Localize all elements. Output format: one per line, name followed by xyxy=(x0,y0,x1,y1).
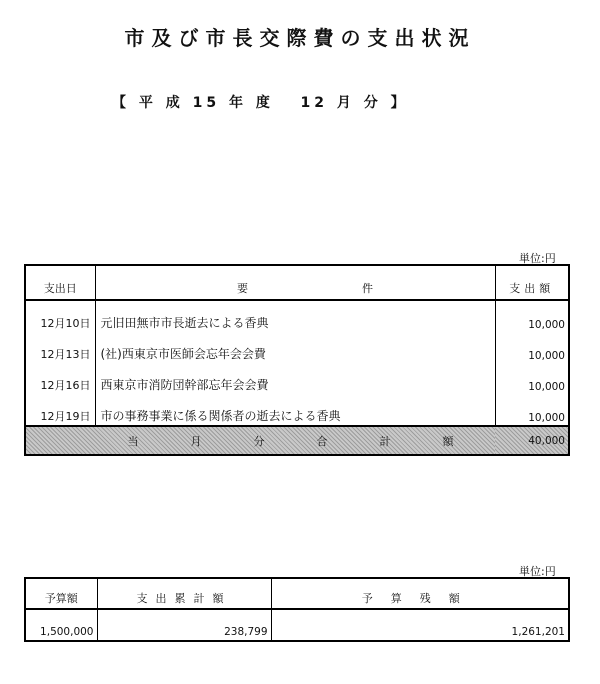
header-budget: 予算額 xyxy=(25,578,97,609)
header-remaining xyxy=(271,578,569,609)
header-remaining-text: 予算残額 xyxy=(361,592,478,605)
header-purpose-text: 要件 xyxy=(237,282,487,295)
header-amount xyxy=(495,265,569,300)
expense-unit-label: 単位:円 xyxy=(519,252,556,265)
page-title: 市及び市長交際費の支出状況 xyxy=(124,26,476,50)
total-row xyxy=(25,426,569,455)
budget-table-header xyxy=(25,578,569,609)
expense-table xyxy=(24,264,570,456)
budget-table xyxy=(24,577,570,642)
total-label-text: 当月分合計額 xyxy=(127,434,506,448)
row-purpose: 元旧田無市市長逝去による香典 xyxy=(95,300,495,332)
row-date: 12月13日 xyxy=(25,332,95,363)
row-amount: 10,000 xyxy=(528,381,565,393)
budget-value: 1,500,000 xyxy=(25,609,97,641)
row-purpose: (社)西東京市医師会忘年会会費 xyxy=(95,332,495,363)
budget-unit-label: 単位:円 xyxy=(519,565,556,578)
row-purpose: 市の事務事業に係る関係者の逝去による香典 xyxy=(95,394,495,426)
expense-table-header xyxy=(25,265,569,300)
total-label xyxy=(25,426,506,455)
period-subtitle: 【 平 成 15 年 度 12 月 分 】 xyxy=(112,95,409,111)
table-row xyxy=(25,363,569,394)
total-amount: 40,000 xyxy=(495,426,569,455)
header-date: 支出日 xyxy=(25,265,95,300)
header-cumulative xyxy=(97,578,271,609)
row-amount: 10,000 xyxy=(528,319,565,331)
row-purpose: 西東京市消防団幹部忘年会会費 xyxy=(95,363,495,394)
budget-values-row xyxy=(25,609,569,641)
header-amount-text: 支出額 xyxy=(509,282,555,295)
row-date: 12月19日 xyxy=(25,394,95,426)
remaining-value: 1,261,201 xyxy=(511,626,565,638)
table-row xyxy=(25,394,569,426)
cumulative-value: 238,799 xyxy=(97,609,271,641)
row-amount: 10,000 xyxy=(528,350,565,362)
header-cumulative-text: 支出累計額 xyxy=(136,592,232,605)
row-amount: 10,000 xyxy=(528,412,565,424)
table-row xyxy=(25,332,569,363)
table-row xyxy=(25,300,569,332)
row-date: 12月16日 xyxy=(25,363,95,394)
row-date: 12月10日 xyxy=(25,300,95,332)
header-purpose xyxy=(95,265,495,300)
